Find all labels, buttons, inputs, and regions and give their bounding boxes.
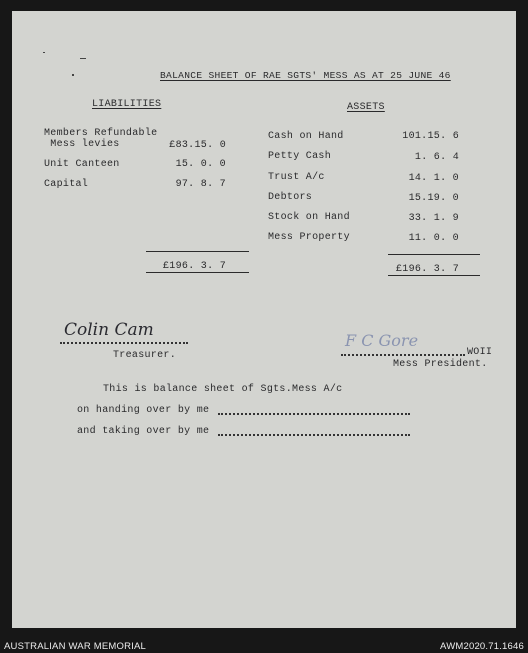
asset-amount: 1. 6. 4 xyxy=(414,152,459,163)
statement-line: and taking over by me xyxy=(77,426,210,437)
paper-mark xyxy=(80,58,86,59)
assets-total-rule xyxy=(388,254,480,255)
treasurer-signature: Colin Cam xyxy=(64,320,154,340)
treasurer-signature-line xyxy=(60,342,188,344)
treasurer-title: Treasurer. xyxy=(113,350,177,361)
president-title: Mess President. xyxy=(393,359,488,370)
asset-amount: 15.19. 0 xyxy=(408,193,459,204)
footer-accession-number: AWM2020.71.1646 xyxy=(440,641,524,652)
footer-institution: AUSTRALIAN WAR MEMORIAL xyxy=(4,641,147,652)
assets-total: £196. 3. 7 xyxy=(396,264,460,275)
president-signature-line xyxy=(341,354,465,356)
asset-amount: 11. 0. 0 xyxy=(408,233,459,244)
statement-line: on handing over by me xyxy=(77,405,210,416)
asset-label: Trust A/c xyxy=(268,172,325,183)
sheet-title: BALANCE SHEET OF RAE SGTS' MESS AS AT 25 JUNE 46 xyxy=(160,70,451,81)
asset-label: Stock on Hand xyxy=(268,212,350,223)
liability-amount: £83.15. 0 xyxy=(169,140,226,151)
assets-double-rule xyxy=(388,275,480,276)
handing-over-signature-line xyxy=(218,413,410,415)
asset-amount: 101.15. 6 xyxy=(402,131,459,142)
president-rank: WOII xyxy=(467,347,493,358)
liability-label: Members Refundable Mess levies xyxy=(44,128,158,150)
asset-amount: 14. 1. 0 xyxy=(408,173,459,184)
liability-label: Unit Canteen xyxy=(44,159,120,170)
president-signature: F C Gore xyxy=(345,331,419,350)
asset-amount: 33. 1. 9 xyxy=(408,213,459,224)
liability-amount: 15. 0. 0 xyxy=(175,159,226,170)
assets-heading: ASSETS xyxy=(347,102,385,113)
paper-mark xyxy=(43,52,45,53)
liability-amount: 97. 8. 7 xyxy=(175,179,226,190)
statement-line: This is balance sheet of Sgts.Mess A/c xyxy=(103,384,343,395)
asset-label: Petty Cash xyxy=(268,151,332,162)
asset-label: Mess Property xyxy=(268,232,350,243)
liability-label: Capital xyxy=(44,179,89,190)
liabilities-total-rule xyxy=(146,251,249,252)
asset-label: Cash on Hand xyxy=(268,131,344,142)
liabilities-double-rule xyxy=(146,272,249,273)
liabilities-heading: LIABILITIES xyxy=(92,99,162,110)
taking-over-signature-line xyxy=(218,434,410,436)
asset-label: Debtors xyxy=(268,192,313,203)
paper-mark xyxy=(72,74,74,76)
liabilities-total: £196. 3. 7 xyxy=(163,261,227,272)
